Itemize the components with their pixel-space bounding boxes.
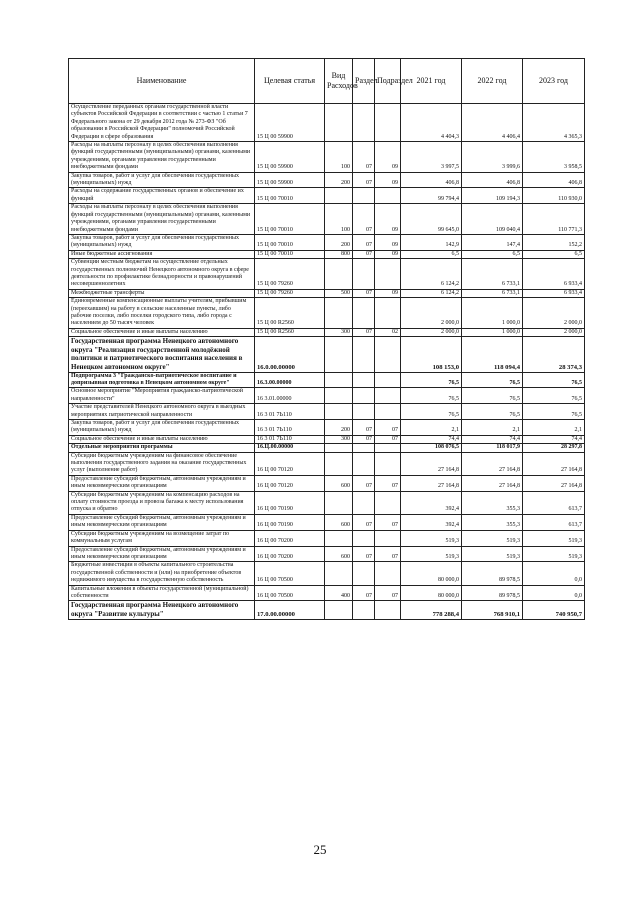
table-row	[69, 452, 585, 475]
expense-kind-cell: 600	[325, 475, 353, 491]
amount-2021-cell: 4 404,3	[401, 104, 462, 142]
table-row	[69, 530, 585, 546]
target-article-cell: 15 Ц 00 R2560	[255, 328, 325, 336]
expense-kind-cell: 200	[325, 420, 353, 436]
row-name-cell: Предоставление субсидий бюджетным, автономным учреждениям и иным некоммерческим организациям	[69, 475, 255, 491]
amount-2021-cell: 392,4	[401, 491, 462, 514]
table-row	[69, 420, 585, 436]
section-cell: 07	[353, 328, 375, 336]
table-body	[69, 104, 585, 620]
subsection-cell: 09	[375, 142, 401, 173]
amount-2022-cell: 118 017,9	[462, 444, 523, 452]
subsection-cell	[375, 601, 401, 619]
amount-2022-cell: 109 194,3	[462, 188, 523, 204]
amount-2023-cell: 2,1	[523, 420, 585, 436]
section-cell	[353, 259, 375, 290]
header-section: Раздел	[353, 59, 375, 104]
amount-2022-cell: 6,5	[462, 250, 523, 258]
row-name-cell: Иные бюджетные ассигнования	[69, 250, 255, 258]
amount-2022-cell: 355,3	[462, 491, 523, 514]
target-article-cell: 16 3.01.00000	[255, 388, 325, 404]
row-name-cell: Государственная программа Ненецкого автономного округа "Развитие культуры"	[69, 601, 255, 619]
header-subsection: Подраздел	[375, 59, 401, 104]
subsection-cell	[375, 259, 401, 290]
header-year-2023: 2023 год	[523, 59, 585, 104]
expense-kind-cell: 300	[325, 435, 353, 443]
amount-2021-cell: 27 164,8	[401, 452, 462, 475]
section-cell: 07	[353, 435, 375, 443]
section-cell: 07	[353, 250, 375, 258]
table-row	[69, 514, 585, 530]
section-cell: 07	[353, 289, 375, 297]
amount-2023-cell: 4 365,3	[523, 104, 585, 142]
subsection-cell	[375, 337, 401, 372]
amount-2023-cell: 613,7	[523, 491, 585, 514]
expense-kind-cell	[325, 491, 353, 514]
expense-kind-cell: 200	[325, 172, 353, 188]
expense-kind-cell	[325, 562, 353, 585]
expense-kind-cell	[325, 372, 353, 388]
amount-2023-cell: 0,0	[523, 585, 585, 601]
expense-kind-cell	[325, 444, 353, 452]
target-article-cell: 15 Ц 00 70010	[255, 188, 325, 204]
subsection-cell	[375, 444, 401, 452]
amount-2021-cell: 76,5	[401, 388, 462, 404]
table-row	[69, 444, 585, 452]
amount-2023-cell: 0,0	[523, 562, 585, 585]
table-row	[69, 298, 585, 329]
section-cell	[353, 452, 375, 475]
subsection-cell: 07	[375, 546, 401, 562]
amount-2022-cell: 27 164,8	[462, 475, 523, 491]
expense-kind-cell: 800	[325, 250, 353, 258]
table-row	[69, 250, 585, 258]
row-name-cell: Капитальные вложения в объекты государственной (муниципальной) собственности	[69, 585, 255, 601]
row-name-cell: Единовременные компенсационные выплаты учителям, прибывшим (переехавшим) на работу в сельские населенные пункты, либо рабочие поселки, либо поселки городского типа, либо города с населением до 50 тысяч человек	[69, 298, 255, 329]
amount-2022-cell: 27 164,8	[462, 452, 523, 475]
header-year-2021: 2021 год	[401, 59, 462, 104]
amount-2021-cell: 80 000,0	[401, 585, 462, 601]
amount-2023-cell: 110 930,0	[523, 188, 585, 204]
target-article-cell: 16 Ц 00 70200	[255, 530, 325, 546]
amount-2023-cell: 152,2	[523, 234, 585, 250]
amount-2023-cell: 28 374,3	[523, 337, 585, 372]
subsection-cell	[375, 404, 401, 420]
amount-2021-cell: 108 076,5	[401, 444, 462, 452]
expense-kind-cell: 300	[325, 328, 353, 336]
section-cell: 07	[353, 420, 375, 436]
amount-2021-cell: 392,4	[401, 514, 462, 530]
section-cell	[353, 188, 375, 204]
table-row	[69, 172, 585, 188]
target-article-cell: 16 Ц 00 70120	[255, 475, 325, 491]
expense-kind-cell	[325, 298, 353, 329]
target-article-cell: 15 Ц 00 R2560	[255, 298, 325, 329]
target-article-cell: 16 3 01 7Ь110	[255, 404, 325, 420]
amount-2023-cell: 740 950,7	[523, 601, 585, 619]
section-cell: 07	[353, 172, 375, 188]
amount-2021-cell: 6,5	[401, 250, 462, 258]
amount-2021-cell: 2 000,0	[401, 298, 462, 329]
amount-2022-cell: 89 978,5	[462, 585, 523, 601]
amount-2021-cell: 406,8	[401, 172, 462, 188]
row-name-cell: Субвенции местным бюджетам на осуществление отдельных государственных полномочий Ненецкого автономного округа в сфере деятельности по профилактике безнадзорности и правонарушений несовершеннолетних	[69, 259, 255, 290]
amount-2021-cell: 2 000,0	[401, 328, 462, 336]
amount-2022-cell: 76,5	[462, 372, 523, 388]
section-cell	[353, 530, 375, 546]
row-name-cell: Основное мероприятие "Мероприятия гражданско-патриотической направленности"	[69, 388, 255, 404]
target-article-cell: 16 Ц 00 70500	[255, 585, 325, 601]
subsection-cell	[375, 491, 401, 514]
amount-2023-cell: 6 933,4	[523, 289, 585, 297]
table-row	[69, 404, 585, 420]
amount-2023-cell: 2 000,0	[523, 298, 585, 329]
amount-2022-cell: 3 999,6	[462, 142, 523, 173]
target-article-cell: 16.0.00.00000	[255, 337, 325, 372]
amount-2022-cell: 118 094,4	[462, 337, 523, 372]
amount-2021-cell: 76,5	[401, 372, 462, 388]
table-row	[69, 259, 585, 290]
section-cell	[353, 601, 375, 619]
section-cell: 07	[353, 514, 375, 530]
row-name-cell: Закупка товаров, работ и услуг для обеспечения государственных (муниципальных) нужд	[69, 172, 255, 188]
table-row	[69, 234, 585, 250]
amount-2021-cell: 142,9	[401, 234, 462, 250]
subsection-cell: 07	[375, 475, 401, 491]
expense-kind-cell	[325, 601, 353, 619]
expense-kind-cell	[325, 337, 353, 372]
table-row	[69, 289, 585, 297]
amount-2023-cell: 6 933,4	[523, 259, 585, 290]
expense-kind-cell	[325, 530, 353, 546]
table-header-row	[69, 59, 585, 104]
amount-2022-cell: 109 040,4	[462, 204, 523, 235]
amount-2023-cell: 6,5	[523, 250, 585, 258]
subsection-cell: 07	[375, 514, 401, 530]
amount-2022-cell: 76,5	[462, 388, 523, 404]
amount-2021-cell: 99 794,4	[401, 188, 462, 204]
amount-2021-cell: 6 124,2	[401, 259, 462, 290]
subsection-cell: 07	[375, 435, 401, 443]
target-article-cell: 16 3 01 7Ь110	[255, 435, 325, 443]
row-name-cell: Участие представителей Ненецкого автономного округа в выездных мероприятиях патриотической направленности	[69, 404, 255, 420]
header-target-article: Целевая статья	[255, 59, 325, 104]
amount-2023-cell: 76,5	[523, 372, 585, 388]
amount-2022-cell: 6 733,1	[462, 259, 523, 290]
expense-kind-cell: 100	[325, 204, 353, 235]
amount-2022-cell: 406,8	[462, 172, 523, 188]
table-row	[69, 337, 585, 372]
amount-2022-cell: 89 978,5	[462, 562, 523, 585]
amount-2021-cell: 778 288,4	[401, 601, 462, 619]
amount-2022-cell: 355,3	[462, 514, 523, 530]
amount-2022-cell: 76,5	[462, 404, 523, 420]
subsection-cell	[375, 562, 401, 585]
subsection-cell	[375, 388, 401, 404]
expense-kind-cell	[325, 188, 353, 204]
row-name-cell: Предоставление субсидий бюджетным, автономным учреждениям и иным некоммерческим организациям	[69, 514, 255, 530]
section-cell: 07	[353, 546, 375, 562]
amount-2023-cell: 519,3	[523, 530, 585, 546]
target-article-cell: 16 Ц 00 70190	[255, 491, 325, 514]
amount-2023-cell: 28 297,8	[523, 444, 585, 452]
amount-2023-cell: 406,8	[523, 172, 585, 188]
amount-2023-cell: 519,3	[523, 546, 585, 562]
subsection-cell: 09	[375, 250, 401, 258]
amount-2021-cell: 519,3	[401, 546, 462, 562]
amount-2022-cell: 1 000,0	[462, 328, 523, 336]
section-cell	[353, 298, 375, 329]
page-number: 25	[313, 842, 327, 857]
row-name-cell: Субсидии бюджетным учреждениям на компенсацию расходов на оплату стоимости проезда и провоза багажа к месту использования отпуска и обратно	[69, 491, 255, 514]
row-name-cell: Государственная программа Ненецкого автономного округа "Реализация государственной молодёжной политики и патриотического воспитания населения в Ненецком автономном округе"	[69, 337, 255, 372]
table-row	[69, 188, 585, 204]
row-name-cell: Закупка товаров, работ и услуг для обеспечения государственных (муниципальных) нужд	[69, 234, 255, 250]
amount-2021-cell: 80 000,0	[401, 562, 462, 585]
table-row	[69, 388, 585, 404]
target-article-cell: 15 Ц 00 79260	[255, 289, 325, 297]
amount-2022-cell: 519,3	[462, 546, 523, 562]
expense-kind-cell	[325, 388, 353, 404]
target-article-cell: 16 Ц 00 70500	[255, 562, 325, 585]
section-cell: 07	[353, 234, 375, 250]
row-name-cell: Подпрограмма 3 "Гражданско-патриотическое воспитание и допризывная подготовка в Ненецком автономном округе"	[69, 372, 255, 388]
amount-2021-cell: 108 153,0	[401, 337, 462, 372]
amount-2023-cell: 110 771,3	[523, 204, 585, 235]
table-row	[69, 204, 585, 235]
subsection-cell: 02	[375, 328, 401, 336]
amount-2021-cell: 99 645,0	[401, 204, 462, 235]
target-article-cell: 16 Ц 00 70120	[255, 452, 325, 475]
target-article-cell: 15 Ц 00 70010	[255, 250, 325, 258]
section-cell: 07	[353, 204, 375, 235]
expense-kind-cell	[325, 452, 353, 475]
section-cell	[353, 444, 375, 452]
table-row	[69, 328, 585, 336]
amount-2022-cell: 74,4	[462, 435, 523, 443]
row-name-cell: Осуществление переданных органам государственной власти субъектов Российской Федерации в соответствии с частью 1 статьи 7 Федерального закона от 29 декабря 2012 года № 273-ФЗ "Об образовании в Российской Федерации" полномочий Российской Федерации в сфере образования	[69, 104, 255, 142]
subsection-cell	[375, 372, 401, 388]
expense-kind-cell	[325, 259, 353, 290]
amount-2021-cell: 76,5	[401, 404, 462, 420]
table-row	[69, 585, 585, 601]
section-cell	[353, 491, 375, 514]
target-article-cell: 15 Ц 00 70010	[255, 234, 325, 250]
target-article-cell: 16 Ц 00 70200	[255, 546, 325, 562]
section-cell	[353, 337, 375, 372]
subsection-cell: 07	[375, 420, 401, 436]
target-article-cell: 15 Ц 00 79260	[255, 259, 325, 290]
amount-2022-cell: 4 406,4	[462, 104, 523, 142]
amount-2023-cell: 27 164,8	[523, 475, 585, 491]
expense-kind-cell: 100	[325, 142, 353, 173]
amount-2023-cell: 76,5	[523, 388, 585, 404]
table-row	[69, 491, 585, 514]
amount-2021-cell: 3 997,5	[401, 142, 462, 173]
amount-2023-cell: 74,4	[523, 435, 585, 443]
amount-2022-cell: 2,1	[462, 420, 523, 436]
amount-2021-cell: 2,1	[401, 420, 462, 436]
header-name: Наименование	[69, 59, 255, 104]
amount-2023-cell: 27 164,8	[523, 452, 585, 475]
subsection-cell: 09	[375, 204, 401, 235]
table-row	[69, 546, 585, 562]
amount-2021-cell: 27 164,8	[401, 475, 462, 491]
target-article-cell: 16.3.00.00000	[255, 372, 325, 388]
amount-2021-cell: 74,4	[401, 435, 462, 443]
target-article-cell: 16 Ц 00 70190	[255, 514, 325, 530]
expense-kind-cell: 500	[325, 289, 353, 297]
subsection-cell: 07	[375, 585, 401, 601]
section-cell	[353, 372, 375, 388]
row-name-cell: Субсидии бюджетным учреждениям на возмещение затрат по коммунальным услугам	[69, 530, 255, 546]
expense-kind-cell: 200	[325, 234, 353, 250]
section-cell: 07	[353, 475, 375, 491]
subsection-cell	[375, 298, 401, 329]
subsection-cell	[375, 104, 401, 142]
row-name-cell: Отдельные мероприятия программы	[69, 444, 255, 452]
amount-2021-cell: 6 124,2	[401, 289, 462, 297]
amount-2023-cell: 2 000,0	[523, 328, 585, 336]
budget-table	[68, 58, 585, 620]
target-article-cell: 17.0.00.00000	[255, 601, 325, 619]
target-article-cell: 15 Ц 00 59900	[255, 142, 325, 173]
row-name-cell: Субсидии бюджетным учреждениям на финансовое обеспечение выполнения государственного задания на оказание государственных услуг (выполнение работ)	[69, 452, 255, 475]
row-name-cell: Расходы на выплаты персоналу в целях обеспечения выполнения функций государственными (муниципальными) органами, казенными учреждениями, органами управления государственными внебюджетными фондами	[69, 142, 255, 173]
subsection-cell: 09	[375, 172, 401, 188]
expense-kind-cell	[325, 404, 353, 420]
amount-2023-cell: 613,7	[523, 514, 585, 530]
target-article-cell: 16 3 01 7Ь110	[255, 420, 325, 436]
target-article-cell: 15 Ц 00 59900	[255, 172, 325, 188]
row-name-cell: Предоставление субсидий бюджетным, автономным учреждениям и иным некоммерческим организациям	[69, 546, 255, 562]
target-article-cell: 15 Ц 00 70010	[255, 204, 325, 235]
section-cell: 07	[353, 585, 375, 601]
subsection-cell	[375, 530, 401, 546]
row-name-cell: Социальное обеспечение и иные выплаты населению	[69, 328, 255, 336]
amount-2023-cell: 76,5	[523, 404, 585, 420]
row-name-cell: Расходы на выплаты персоналу в целях обеспечения выполнения функций государственными (муниципальными) органами, казенными учреждениями, органами управления государственными внебюджетными фондами	[69, 204, 255, 235]
target-article-cell: 15 Ц 00 59900	[255, 104, 325, 142]
table-row	[69, 435, 585, 443]
subsection-cell	[375, 188, 401, 204]
section-cell	[353, 388, 375, 404]
table-row	[69, 372, 585, 388]
target-article-cell: 16.Ц.00.00000	[255, 444, 325, 452]
section-cell	[353, 562, 375, 585]
amount-2022-cell: 768 910,1	[462, 601, 523, 619]
table-row	[69, 562, 585, 585]
row-name-cell: Закупка товаров, работ и услуг для обеспечения государственных (муниципальных) нужд	[69, 420, 255, 436]
table-row	[69, 601, 585, 619]
table-row	[69, 104, 585, 142]
row-name-cell: Межбюджетные трансферты	[69, 289, 255, 297]
subsection-cell: 09	[375, 234, 401, 250]
row-name-cell: Расходы на содержание государственных органов и обеспечение их функций	[69, 188, 255, 204]
amount-2022-cell: 147,4	[462, 234, 523, 250]
subsection-cell	[375, 452, 401, 475]
row-name-cell: Бюджетные инвестиции в объекты капитального строительства государственной собственности и (или) на приобретение объектов недвижимого имущества в государственную собственность	[69, 562, 255, 585]
section-cell	[353, 404, 375, 420]
expense-kind-cell: 600	[325, 546, 353, 562]
row-name-cell: Социальное обеспечение и иные выплаты населению	[69, 435, 255, 443]
expense-kind-cell: 600	[325, 514, 353, 530]
section-cell: 07	[353, 142, 375, 173]
subsection-cell: 09	[375, 289, 401, 297]
amount-2021-cell: 519,3	[401, 530, 462, 546]
amount-2022-cell: 519,3	[462, 530, 523, 546]
header-year-2022: 2022 год	[462, 59, 523, 104]
expense-kind-cell	[325, 104, 353, 142]
expense-kind-cell: 400	[325, 585, 353, 601]
table-row	[69, 142, 585, 173]
section-cell	[353, 104, 375, 142]
header-expense-kind: Вид Расходов	[325, 59, 353, 104]
amount-2022-cell: 1 000,0	[462, 298, 523, 329]
table-row	[69, 475, 585, 491]
amount-2022-cell: 6 733,1	[462, 289, 523, 297]
amount-2023-cell: 3 958,5	[523, 142, 585, 173]
